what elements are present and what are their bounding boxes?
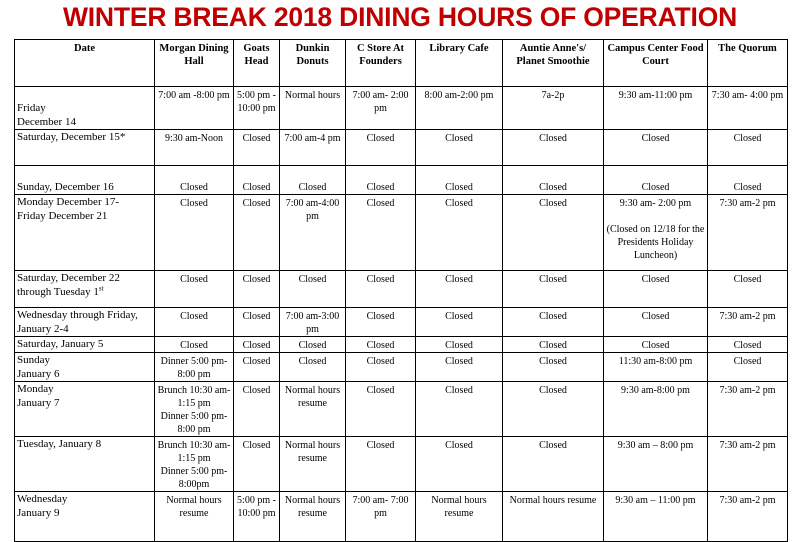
date-cell	[15, 437, 155, 492]
hours-cell: Closed	[280, 337, 346, 353]
date-label: Friday December 14	[17, 102, 76, 128]
hours-cell: Closed	[503, 195, 604, 271]
hours-cell: Closed	[416, 308, 503, 337]
hours-cell: 7:00 am-4:00 pm	[280, 195, 346, 271]
date-label: Tuesday, January 8	[17, 438, 102, 450]
column-header: Morgan Dining Hall	[155, 40, 234, 87]
hours-cell: Normal hours resume	[280, 437, 346, 492]
hours-cell: 7:30 am-2 pm	[708, 195, 788, 271]
hours-cell: Closed	[708, 271, 788, 308]
date-label: Saturday, December 15*	[17, 131, 126, 143]
hours-cell: Closed	[346, 437, 416, 492]
hours-cell: 7:00 am- 2:00 pm	[346, 87, 416, 130]
date-label: Wednesday through Friday, January 2-4	[17, 309, 138, 335]
hours-cell: Brunch 10:30 am-1:15 pm Dinner 5:00 pm- 8:00pm	[155, 437, 234, 492]
hours-cell: Closed	[346, 337, 416, 353]
hours-cell: Closed	[708, 353, 788, 382]
hours-cell: Closed	[416, 382, 503, 437]
hours-cell: Closed	[604, 166, 708, 195]
date-cell	[15, 87, 155, 130]
hours-cell: 9:30 am – 11:00 pm	[604, 492, 708, 542]
hours-cell: 11:30 am-8:00 pm	[604, 353, 708, 382]
table-row	[15, 492, 788, 542]
hours-cell: Closed	[234, 195, 280, 271]
hours-cell: Closed	[346, 382, 416, 437]
hours-cell: Closed	[708, 130, 788, 166]
hours-cell: Closed	[604, 337, 708, 353]
hours-cell: 7:30 am-2 pm	[708, 308, 788, 337]
table-row	[15, 195, 788, 271]
date-label: Monday December 17- Friday December 21	[17, 196, 120, 222]
hours-cell: 9:30 am- 2:00 pm (Closed on 12/18 for the Presidents Holiday Luncheon)	[604, 195, 708, 271]
hours-cell: Closed	[234, 353, 280, 382]
table-row	[15, 308, 788, 337]
column-header: C Store At Founders	[346, 40, 416, 87]
date-label: Sunday, December 16	[17, 181, 114, 193]
page-title: WINTER BREAK 2018 DINING HOURS OF OPERATION	[62, 2, 738, 32]
date-label: Monday January 7	[17, 383, 60, 409]
date-cell	[15, 130, 155, 166]
hours-cell: 9:30 am – 8:00 pm	[604, 437, 708, 492]
date-cell	[15, 337, 155, 353]
date-label: Saturday, January 5	[17, 338, 104, 350]
date-cell	[15, 271, 155, 308]
hours-cell: Closed	[708, 166, 788, 195]
hours-cell: 7:30 am-2 pm	[708, 437, 788, 492]
hours-cell: Closed	[234, 337, 280, 353]
hours-cell: Closed	[280, 166, 346, 195]
hours-cell: Closed	[234, 130, 280, 166]
table-row	[15, 337, 788, 353]
hours-cell: 7a-2p	[503, 87, 604, 130]
hours-cell: Normal hours resume	[280, 492, 346, 542]
hours-cell: Closed	[503, 271, 604, 308]
hours-cell: Closed	[155, 308, 234, 337]
hours-cell: Closed	[604, 130, 708, 166]
hours-cell: Closed	[416, 195, 503, 271]
table-row	[15, 271, 788, 308]
date-label: Sunday January 6	[17, 354, 60, 380]
table-row	[15, 353, 788, 382]
hours-cell: Closed	[280, 353, 346, 382]
hours-cell: Closed	[503, 337, 604, 353]
hours-cell: Closed	[503, 308, 604, 337]
column-header: Auntie Anne's/ Planet Smoothie	[503, 40, 604, 87]
date-label: Saturday, December 22 through Tuesday 1	[17, 272, 120, 298]
date-cell	[15, 492, 155, 542]
hours-cell: Closed	[604, 308, 708, 337]
hours-cell: Normal hours resume	[503, 492, 604, 542]
table-row	[15, 130, 788, 166]
hours-cell: Closed	[416, 337, 503, 353]
hours-cell: Closed	[346, 195, 416, 271]
hours-cell: Closed	[346, 166, 416, 195]
hours-cell: Closed	[708, 337, 788, 353]
hours-cell: Closed	[234, 166, 280, 195]
hours-cell: Closed	[155, 166, 234, 195]
date-cell	[15, 195, 155, 271]
hours-cell: 9:30 am-11:00 pm	[604, 87, 708, 130]
hours-cell: Closed	[416, 353, 503, 382]
column-header: Dunkin Donuts	[280, 40, 346, 87]
column-header: Date	[15, 40, 155, 87]
hours-cell: 7:00 am- 7:00 pm	[346, 492, 416, 542]
hours-cell: Closed	[604, 271, 708, 308]
hours-cell: 8:00 am-2:00 pm	[416, 87, 503, 130]
hours-cell: 5:00 pm - 10:00 pm	[234, 87, 280, 130]
hours-cell: Closed	[346, 130, 416, 166]
table-row	[15, 437, 788, 492]
column-header: Goats Head	[234, 40, 280, 87]
hours-cell: Closed	[416, 130, 503, 166]
hours-cell: Closed	[234, 308, 280, 337]
hours-cell: Closed	[234, 271, 280, 308]
hours-cell: Closed	[416, 437, 503, 492]
hours-cell: Closed	[346, 271, 416, 308]
hours-cell: Normal hours	[280, 87, 346, 130]
hours-cell: 7:30 am- 4:00 pm	[708, 87, 788, 130]
hours-cell: 7:00 am -8:00 pm	[155, 87, 234, 130]
date-cell	[15, 353, 155, 382]
hours-cell: 5:00 pm - 10:00 pm	[234, 492, 280, 542]
column-header: The Quorum	[708, 40, 788, 87]
table-row	[15, 166, 788, 195]
hours-cell: Closed	[416, 166, 503, 195]
hours-cell: Closed	[416, 271, 503, 308]
hours-cell: Dinner 5:00 pm-8:00 pm	[155, 353, 234, 382]
hours-cell: 7:00 am-4 pm	[280, 130, 346, 166]
hours-cell: Closed	[346, 308, 416, 337]
date-label: Wednesday January 9	[17, 493, 68, 519]
hours-cell: Closed	[155, 337, 234, 353]
hours-cell: Closed	[503, 130, 604, 166]
hours-cell: Closed	[234, 437, 280, 492]
date-cell	[15, 166, 155, 195]
hours-cell: Normal hours resume	[155, 492, 234, 542]
hours-cell: Closed	[234, 382, 280, 437]
dining-hours-table	[14, 39, 788, 542]
header-row	[15, 40, 788, 87]
hours-cell: 7:30 am-2 pm	[708, 492, 788, 542]
hours-cell: Brunch 10:30 am-1:15 pm Dinner 5:00 pm- 8:00 pm	[155, 382, 234, 437]
hours-cell: 9:30 am-Noon	[155, 130, 234, 166]
hours-cell: Closed	[503, 382, 604, 437]
table-row	[15, 382, 788, 437]
hours-cell: Closed	[155, 195, 234, 271]
hours-cell: 7:00 am-3:00 pm	[280, 308, 346, 337]
date-cell	[15, 382, 155, 437]
hours-cell: Closed	[503, 353, 604, 382]
hours-cell: Closed	[346, 353, 416, 382]
hours-cell: Closed	[503, 437, 604, 492]
hours-cell: Normal hours resume	[416, 492, 503, 542]
column-header: Campus Center Food Court	[604, 40, 708, 87]
hours-cell: 9:30 am-8:00 pm	[604, 382, 708, 437]
table-row	[15, 87, 788, 130]
hours-cell: Normal hours resume	[280, 382, 346, 437]
hours-cell: Closed	[503, 166, 604, 195]
hours-cell: 7:30 am-2 pm	[708, 382, 788, 437]
date-superscript: st	[98, 284, 104, 293]
date-cell	[15, 308, 155, 337]
column-header: Library Cafe	[416, 40, 503, 87]
hours-cell: Closed	[155, 271, 234, 308]
hours-cell: Closed	[280, 271, 346, 308]
